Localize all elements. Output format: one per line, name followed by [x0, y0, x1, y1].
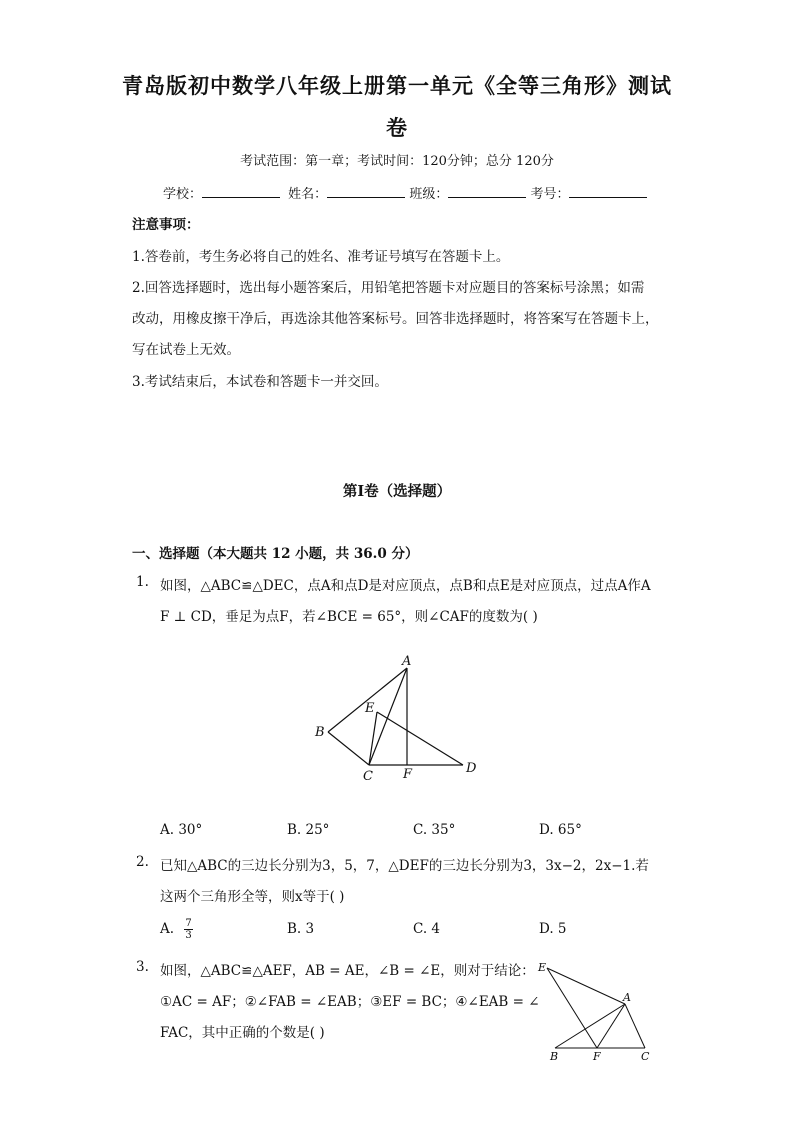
- q2-text-line1: 已知△ABC的三边长分别为3，5，7，△DEF的三边长分别为3，3x−2，2x−1.若: [160, 858, 649, 874]
- page-title-cont: 卷: [386, 115, 408, 140]
- q1-text-line2: F ⊥ CD，垂足为点F，若∠BCE = 65°，则∠CAF的度数为( ): [160, 609, 538, 625]
- q3-segment-ac: [625, 1004, 645, 1048]
- q2-option-a-label: A.: [160, 921, 175, 937]
- exam-info: 考试范围：第一章；考试时间：120分钟；总分 120分: [240, 154, 554, 169]
- class-blank[interactable]: [448, 183, 526, 198]
- part-heading: 一、选择题（本大题共 12 小题，共 36.0 分）: [132, 546, 419, 562]
- q1-text-line1: 如图，△ABC≌△DEC，点A和点D是对应顶点，点B和点E是对应顶点，过点A作A: [160, 578, 651, 594]
- q3-text-line2: ①AC = AF；②∠FAB = ∠EAB；③EF = BC；④∠EAB = ∠: [160, 994, 540, 1010]
- notice-heading: 注意事项：: [132, 217, 200, 233]
- q1-segment-ab: [328, 668, 407, 732]
- q2-text-line2: 这两个三角形全等，则x等于( ): [160, 889, 345, 905]
- q1-label-a: A: [402, 654, 412, 669]
- q1-label-b: B: [315, 725, 325, 740]
- q1-number: 1.: [136, 574, 149, 590]
- notice-item-2: 2.回答选择题时，选出每小题答案后，用铅笔把答题卡对应题目的答案标号涂黑；如需: [132, 280, 645, 296]
- q1-label-e: E: [365, 701, 375, 716]
- page-title: 青岛版初中数学八年级上册第一单元《全等三角形》测试: [122, 73, 672, 98]
- q1-label-d: D: [466, 761, 477, 776]
- school-blank[interactable]: [202, 183, 280, 198]
- q2-option-b[interactable]: B. 3: [287, 921, 315, 937]
- q3-segment-ab: [555, 1004, 625, 1048]
- notice-item-3: 3.考试结束后，本试卷和答题卡一并交回。: [132, 374, 388, 390]
- number-blank[interactable]: [569, 183, 647, 198]
- q1-segment-ac: [369, 668, 407, 765]
- q2-option-a-fraction: [184, 918, 192, 941]
- q3-segment-af: [597, 1004, 625, 1048]
- student-info-row: [163, 183, 647, 202]
- name-blank[interactable]: [327, 183, 405, 198]
- notice-item-2-cont: 改动，用橡皮擦干净后，再选涂其他答案标号。回答非选择题时，将答案写在答题卡上，: [132, 311, 659, 327]
- notice-item-2-cont2: 写在试卷上无效。: [132, 342, 240, 358]
- section-title: 第Ⅰ卷（选择题）: [342, 483, 452, 500]
- q3-text-line3: FAC，其中正确的个数是( ): [160, 1025, 325, 1041]
- q2-option-a[interactable]: [160, 918, 193, 941]
- school-label: 学校：: [163, 187, 203, 202]
- q3-label-e: E: [538, 961, 547, 974]
- q3-text-line1: 如图，△ABC≌△AEF，AB = AE，∠B = ∠E，则对于结论：: [160, 963, 535, 979]
- notice-item-1: 1.答卷前，考生务必将自己的姓名、准考证号填写在答题卡上。: [132, 249, 510, 265]
- q2-option-c[interactable]: C. 4: [413, 921, 441, 937]
- q3-number: 3.: [136, 959, 149, 975]
- q1-option-c[interactable]: C. 35°: [413, 822, 456, 838]
- q1-label-c: C: [363, 769, 373, 784]
- q1-option-d[interactable]: D. 65°: [539, 822, 582, 838]
- q3-label-c: C: [641, 1050, 650, 1063]
- q1-segment-bc: [328, 732, 369, 765]
- q2-option-a-denominator: 3: [185, 930, 192, 941]
- q1-option-b[interactable]: B. 25°: [287, 822, 330, 838]
- q3-label-a: A: [623, 991, 631, 1004]
- name-label: 姓名：: [288, 187, 328, 202]
- q1-label-f: F: [403, 767, 413, 782]
- q1-segment-ed: [377, 712, 463, 765]
- class-label: 班级：: [409, 187, 449, 202]
- q3-label-f: F: [593, 1050, 601, 1063]
- q2-option-d[interactable]: D. 5: [539, 921, 567, 937]
- number-label: 考号：: [530, 187, 570, 202]
- q1-segment-ec: [369, 712, 377, 765]
- q3-figure: [535, 958, 665, 1068]
- q1-figure: [305, 650, 495, 790]
- q1-option-a[interactable]: A. 30°: [160, 822, 203, 838]
- q2-option-a-numerator: 7: [185, 918, 192, 929]
- q2-number: 2.: [136, 854, 149, 870]
- q3-label-b: B: [550, 1050, 559, 1063]
